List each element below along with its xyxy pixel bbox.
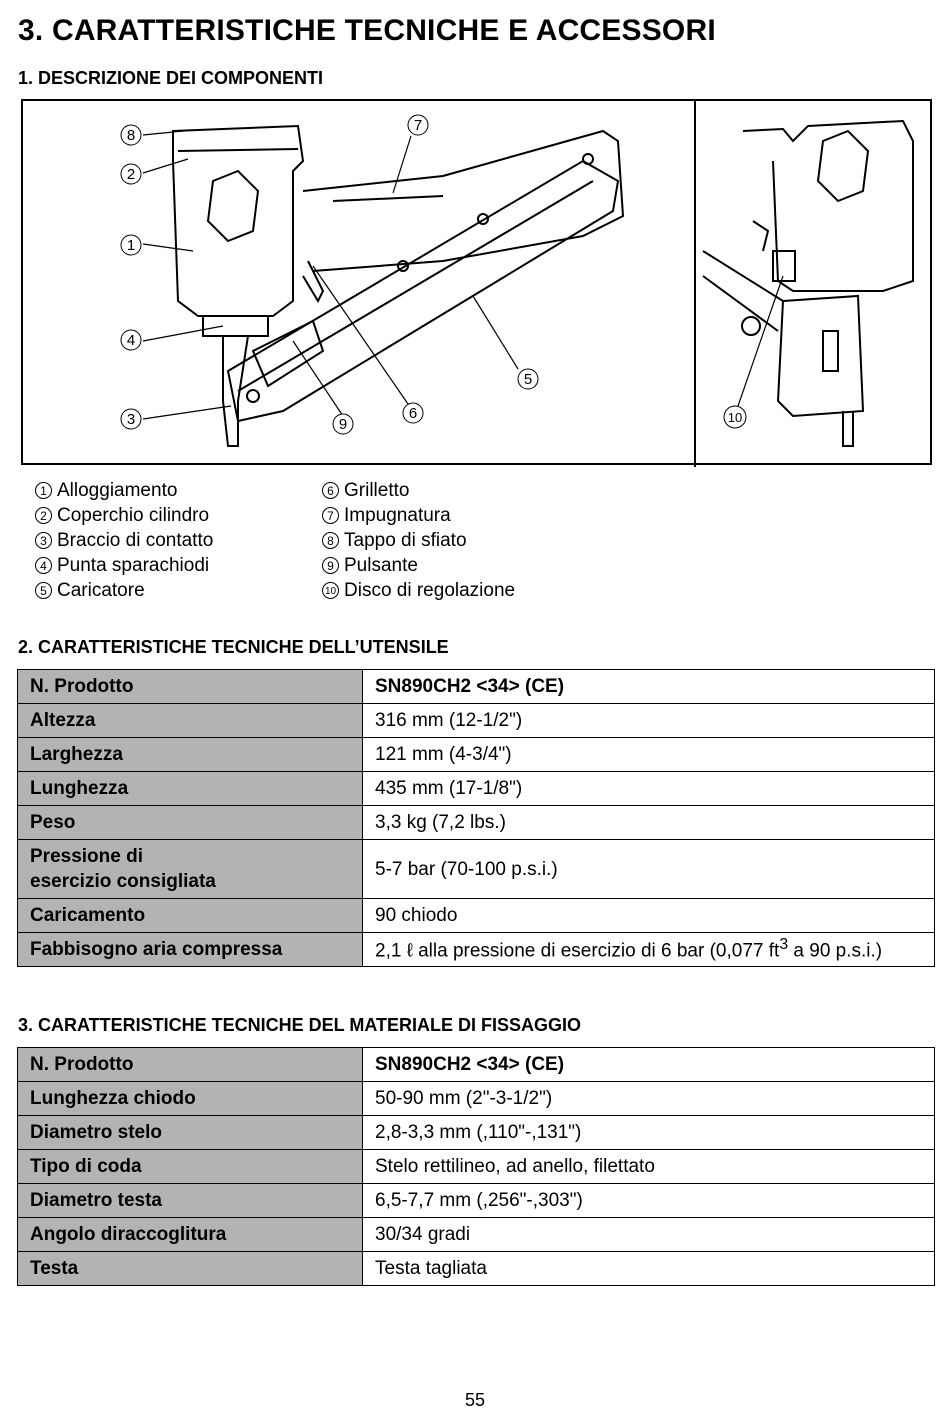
tool-specs-table <box>17 669 935 967</box>
legend-label: Braccio di contatto <box>57 530 214 551</box>
legend-item <box>322 578 515 603</box>
nailer-illustration <box>23 101 934 467</box>
legend-number: 4 <box>35 557 52 574</box>
spec-value: SN890CH2 <34> (CE) <box>363 1048 935 1082</box>
callout-3 <box>121 409 141 429</box>
callout-4 <box>121 330 141 350</box>
legend-number: 8 <box>322 532 339 549</box>
page-title: 3. CARATTERISTICHE TECNICHE E ACCESSORI <box>18 14 716 47</box>
spec-key: Tipo di coda <box>18 1150 363 1184</box>
components-figure <box>21 99 932 465</box>
svg-text:8: 8 <box>126 127 136 144</box>
table-row <box>18 1082 935 1116</box>
spec-value: SN890CH2 <34> (CE) <box>363 670 935 704</box>
legend-number: 3 <box>35 532 52 549</box>
spec-key: Peso <box>18 806 363 840</box>
legend-number: 6 <box>322 482 339 499</box>
svg-text:10: 10 <box>727 410 743 425</box>
svg-text:7: 7 <box>413 117 423 134</box>
legend-label: Caricatore <box>57 580 145 601</box>
table-row <box>18 670 935 704</box>
spec-value: 5-7 bar (70-100 p.s.i.) <box>363 840 935 899</box>
section-heading-fastener-specs: 3. CARATTERISTICHE TECNICHE DEL MATERIALE DI FISSAGGIO <box>18 1015 582 1035</box>
callout-1 <box>121 235 141 255</box>
legend-label: Grilletto <box>344 480 410 501</box>
legend-number: 1 <box>35 482 52 499</box>
table-row <box>18 933 935 967</box>
spec-value: 90 chiodo <box>363 899 935 933</box>
spec-value: 30/34 gradi <box>363 1218 935 1252</box>
table-row <box>18 840 935 899</box>
spec-value-superscript: 3 <box>779 936 789 954</box>
svg-text:3: 3 <box>126 411 136 428</box>
legend-number: 7 <box>322 507 339 524</box>
table-row <box>18 738 935 772</box>
legend-number: 10 <box>322 582 339 599</box>
legend-left <box>35 478 213 603</box>
page-number: 55 <box>464 1390 486 1410</box>
spec-key-line: esercizio consigliata <box>30 871 216 892</box>
spec-key: N. Prodotto <box>18 670 363 704</box>
table-row <box>18 772 935 806</box>
spec-key: Fabbisogno aria compressa <box>18 933 363 967</box>
section-heading-components: 1. DESCRIZIONE DEI COMPONENTI <box>18 68 324 88</box>
spec-key: Diametro stelo <box>18 1116 363 1150</box>
legend-label: Tappo di sfiato <box>344 530 467 551</box>
svg-text:2: 2 <box>126 166 136 183</box>
section-heading-tool-specs: 2. CARATTERISTICHE TECNICHE DELL’UTENSILE <box>18 637 449 657</box>
spec-key: Altezza <box>18 704 363 738</box>
legend-item <box>322 528 515 553</box>
spec-key: Testa <box>18 1252 363 1286</box>
callout-6 <box>403 403 423 423</box>
svg-text:6: 6 <box>408 405 418 422</box>
legend-item <box>35 578 213 603</box>
spec-value: Stelo rettilineo, ad anello, filettato <box>363 1150 935 1184</box>
table-row <box>18 704 935 738</box>
spec-key: Diametro testa <box>18 1184 363 1218</box>
spec-key: Lunghezza <box>18 772 363 806</box>
callout-9 <box>333 414 353 434</box>
table-row <box>18 1218 935 1252</box>
legend-item <box>322 478 515 503</box>
callout-10 <box>724 406 746 428</box>
table-row <box>18 1252 935 1286</box>
spec-value: 50-90 mm (2"-3-1/2") <box>363 1082 935 1116</box>
spec-value: 6,5-7,7 mm (,256"-,303") <box>363 1184 935 1218</box>
spec-key: Lunghezza chiodo <box>18 1082 363 1116</box>
table-row <box>18 806 935 840</box>
spec-key: N. Prodotto <box>18 1048 363 1082</box>
spec-key-line: Pressione di <box>30 846 143 867</box>
legend-number: 2 <box>35 507 52 524</box>
legend-number: 9 <box>322 557 339 574</box>
spec-value: Testa tagliata <box>363 1252 935 1286</box>
legend-label: Pulsante <box>344 555 418 576</box>
legend-right <box>322 478 515 603</box>
legend-item <box>322 503 515 528</box>
legend-label: Punta sparachiodi <box>57 555 210 576</box>
spec-value: 121 mm (4-3/4") <box>363 738 935 772</box>
callout-7 <box>408 115 428 135</box>
svg-text:4: 4 <box>126 332 136 349</box>
spec-key: Larghezza <box>18 738 363 772</box>
table-row <box>18 1184 935 1218</box>
spec-value-text: 2,1 ℓ alla pressione di esercizio di 6 bar (0,077 ft <box>375 940 780 962</box>
callout-2 <box>121 164 141 184</box>
svg-text:1: 1 <box>126 237 136 254</box>
spec-key <box>18 840 363 899</box>
legend-number: 5 <box>35 582 52 599</box>
table-row <box>18 899 935 933</box>
spec-value: 316 mm (12-1/2") <box>363 704 935 738</box>
legend-label: Coperchio cilindro <box>57 505 210 526</box>
spec-value <box>363 933 935 967</box>
legend-item <box>35 553 213 578</box>
spec-value: 2,8-3,3 mm (,110"-,131") <box>363 1116 935 1150</box>
legend-label: Impugnatura <box>344 505 451 526</box>
spec-key: Angolo diraccoglitura <box>18 1218 363 1252</box>
spec-key: Caricamento <box>18 899 363 933</box>
legend-item <box>35 478 213 503</box>
legend-item <box>322 553 515 578</box>
callout-5 <box>518 369 538 389</box>
legend-label: Disco di regolazione <box>344 580 516 601</box>
legend-item <box>35 528 213 553</box>
svg-text:5: 5 <box>523 371 533 388</box>
spec-value-text: a 90 p.s.i.) <box>788 940 883 962</box>
spec-value: 3,3 kg (7,2 lbs.) <box>363 806 935 840</box>
table-row <box>18 1150 935 1184</box>
fastener-specs-table <box>17 1047 935 1286</box>
table-row <box>18 1048 935 1082</box>
callout-8 <box>121 125 141 145</box>
spec-value: 435 mm (17-1/8") <box>363 772 935 806</box>
legend-item <box>35 503 213 528</box>
table-row <box>18 1116 935 1150</box>
legend-label: Alloggiamento <box>57 480 178 501</box>
svg-text:9: 9 <box>338 416 348 433</box>
